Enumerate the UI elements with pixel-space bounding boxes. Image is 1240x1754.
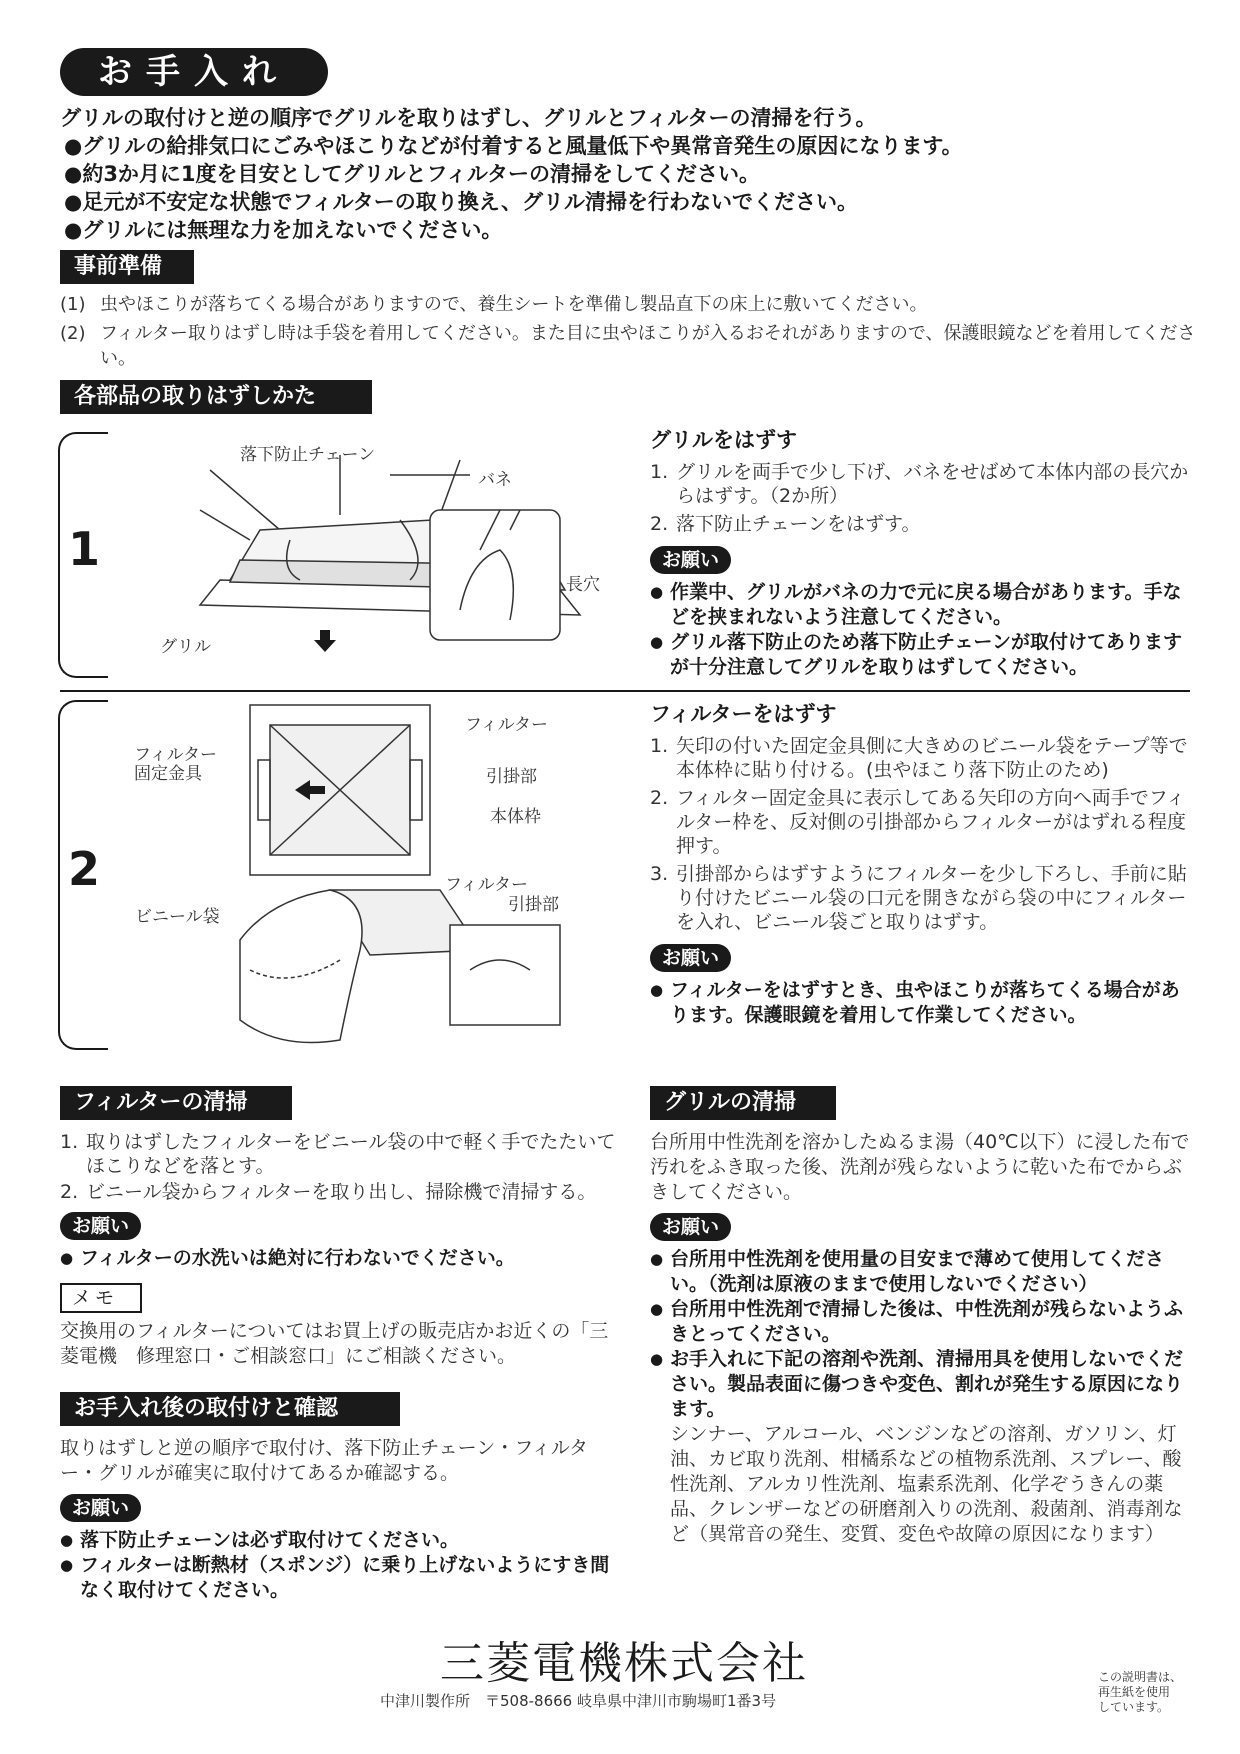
prep-heading: 事前準備 [60, 250, 194, 284]
step2-list [650, 734, 1195, 934]
step2-number: 2 [67, 842, 100, 896]
list-item: 2. 落下防止チェーンをはずす。 [650, 513, 921, 535]
label-filter2: フィルター [445, 875, 528, 895]
onegai-badge: お願い [650, 1213, 731, 1241]
step-divider [60, 690, 1190, 692]
company-name: 三菱電機株式会社 [440, 1638, 808, 1689]
caution-item: ● グリル落下防止のため落下防止チェーンが取付けてありますが十分注意してグリルを取りはずしてください。 [650, 630, 1195, 680]
step1-box [58, 432, 108, 678]
grill-cleaning-text: 台所用中性洗剤を溶かしたぬるま湯（40℃以下）に浸した布で汚れをふき取った後、洗剤が残らないように乾いた布でからぶきしてください。 [650, 1131, 1190, 1203]
list-item: 1. 矢印の付いた固定金具側に大きめのビニール袋をテープ等で本体枠に貼り付ける。(虫やほこり落下防止のため) [650, 735, 1188, 781]
grill-cleaning-heading: グリルの清掃 [650, 1086, 836, 1120]
label-hook2: 引掛部 [508, 895, 559, 915]
caution-item: ● 作業中、グリルがバネの力で元に戻る場合があります。手などを挟まれないよう注意してください。 [650, 580, 1195, 630]
grill-cleaning-cautions [650, 1247, 1195, 1422]
label-chain: 落下防止チェーン [240, 445, 376, 465]
intro-bullet: ●足元が不安定な状態でフィルターの取り換え、グリル清掃を行わないでください。 [64, 190, 859, 214]
step2-cautions [650, 978, 1195, 1028]
caution-item: ● 落下防止チェーンは必ず取付けてください。 [60, 1528, 620, 1553]
down-arrow-icon [314, 630, 336, 652]
onegai-badge: お願い [650, 944, 731, 972]
grill-removal-illustration [140, 440, 630, 680]
prep-item: (1) 虫やほこりが落ちてくる場合がありますので、養生シートを準備し製品直下の床上に敷いてください。 [60, 294, 928, 315]
prep-item: (2) フィルター取りはずし時は手袋を着用してください。また目に虫やほこりが入るおそれがありますので、保護眼鏡などを着用してください。 [60, 323, 1196, 369]
step1-number: 1 [67, 522, 100, 576]
intro-bullet: ●約3か月に1度を目安としてグリルとフィルターの清掃をしてください。 [64, 162, 761, 186]
label-filter: フィルター [465, 715, 548, 735]
intro-bullet: ●グリルには無理な力を加えないでください。 [64, 218, 503, 242]
label-bag: ビニール袋 [135, 907, 220, 927]
caution-item: ● お手入れに下記の溶剤や洗剤、清掃用具を使用しないでください。製品表面に傷つきや変色、割れが発生する原因になります。 [650, 1347, 1195, 1422]
prep-list [60, 292, 1200, 371]
step1-text [650, 424, 1195, 680]
label-spring: バネ [478, 470, 512, 490]
label-frame: 本体枠 [490, 807, 541, 827]
solvent-list: シンナー、アルコール、ベンジンなどの溶剤、ガソリン、灯油、カビ取り洗剤、柑橘系などの植物系洗剤、スプレー、酸性洗剤、アルカリ性洗剤、塩素系洗剤、化学ぞうきんの薬品、クレンザーなどの研磨剤入りの洗剤、殺菌剤、消毒剤など（異常音の発生、変質、変色や故障の原因になります） [670, 1423, 1183, 1545]
intro-bullet: ●グリルの給排気口にごみやほこりなどが付着すると風量低下や異常音発生の原因になります。 [64, 134, 963, 158]
caution-item: ● 台所用中性洗剤を使用量の目安まで薄めて使用してください。（洗剤は原液のままで使用しないでください） [650, 1247, 1195, 1297]
step2-box [58, 700, 108, 1050]
memo-text: 交換用のフィルターについてはお買上げの販売店かお近くの「三菱電機 修理窓口・ご相談窓口」にご相談ください。 [60, 1320, 609, 1367]
step2-title: フィルターをはずす [650, 702, 837, 726]
list-item: 3. 引掛部からはずすようにフィルターを少し下ろし、手前に貼り付けたビニール袋の口元を開きながら袋の中にフィルターを入れ、ビニール袋ごと取りはずす。 [650, 863, 1187, 933]
label-fixture: フィルター 固定金具 [134, 745, 217, 784]
memo-label: メモ [60, 1283, 142, 1313]
onegai-badge: お願い [60, 1212, 141, 1240]
list-item: 2. ビニール袋からフィルターを取り出し、掃除機で清掃する。 [60, 1181, 597, 1203]
filter-top-illustration [240, 700, 440, 880]
list-item: 1. 取りはずしたフィルターをビニール袋の中で軽く手でたたいてほこりなどを落とす。 [60, 1131, 616, 1177]
grill-cleaning-section [650, 1086, 1195, 1547]
step2-text [650, 698, 1195, 1028]
list-item: 2. フィルター固定金具に表示してある矢印の方向へ両手でフィルター枠を、反対側の引掛部からフィルターがはずれる程度押す。 [650, 787, 1186, 857]
caution-item: ● フィルターの水洗いは絶対に行わないでください。 [60, 1246, 620, 1271]
reinstall-section [60, 1392, 620, 1603]
removal-heading: 各部品の取りはずしかた [60, 380, 372, 414]
filter-cleaning-heading: フィルターの清掃 [60, 1086, 292, 1120]
company-address: 中津川製作所 〒508-8666 岐阜県中津川市駒場町1番3号 [380, 1692, 777, 1710]
filter-cleaning-section [60, 1086, 620, 1369]
recycle-note: この説明書は、 再生紙を使用 しています。 [1098, 1670, 1183, 1714]
intro-lead: グリルの取付けと逆の順序でグリルを取りはずし、グリルとフィルターの清掃を行う。 [60, 106, 877, 130]
caution-item: ● 台所用中性洗剤で清掃した後は、中性洗剤が残らないようふきとってください。 [650, 1297, 1195, 1347]
step1-title: グリルをはずす [650, 428, 797, 452]
onegai-badge: お願い [650, 546, 731, 574]
filter-cleaning-list [60, 1130, 620, 1204]
memo-tag [60, 1283, 620, 1313]
list-item: 1. グリルを両手で少し下げ、バネをせばめて本体内部の長穴からはずす。（2か所） [650, 461, 1189, 507]
step1-list [650, 460, 1195, 536]
step1-cautions [650, 580, 1195, 680]
label-grill: グリル [160, 637, 211, 657]
onegai-badge: お願い [60, 1494, 141, 1522]
caution-item: ● フィルターをはずすとき、虫やほこりが落ちてくる場合があります。保護眼鏡を着用して作業してください。 [650, 978, 1195, 1028]
page-title: お手入れ [60, 48, 328, 96]
filter-cleaning-cautions [60, 1246, 620, 1271]
caution-item: ● フィルターは断熱材（スポンジ）に乗り上げないようにすき間なく取付けてください。 [60, 1553, 620, 1603]
reinstall-heading: お手入れ後の取付けと確認 [60, 1392, 400, 1426]
reinstall-cautions [60, 1528, 620, 1603]
label-slot: 長穴 [566, 575, 600, 595]
reinstall-text: 取りはずしと逆の順序で取付け、落下防止チェーン・フィルター・グリルが確実に取付けてあるか確認する。 [60, 1437, 589, 1484]
label-hook: 引掛部 [486, 767, 537, 787]
intro [60, 104, 1200, 244]
